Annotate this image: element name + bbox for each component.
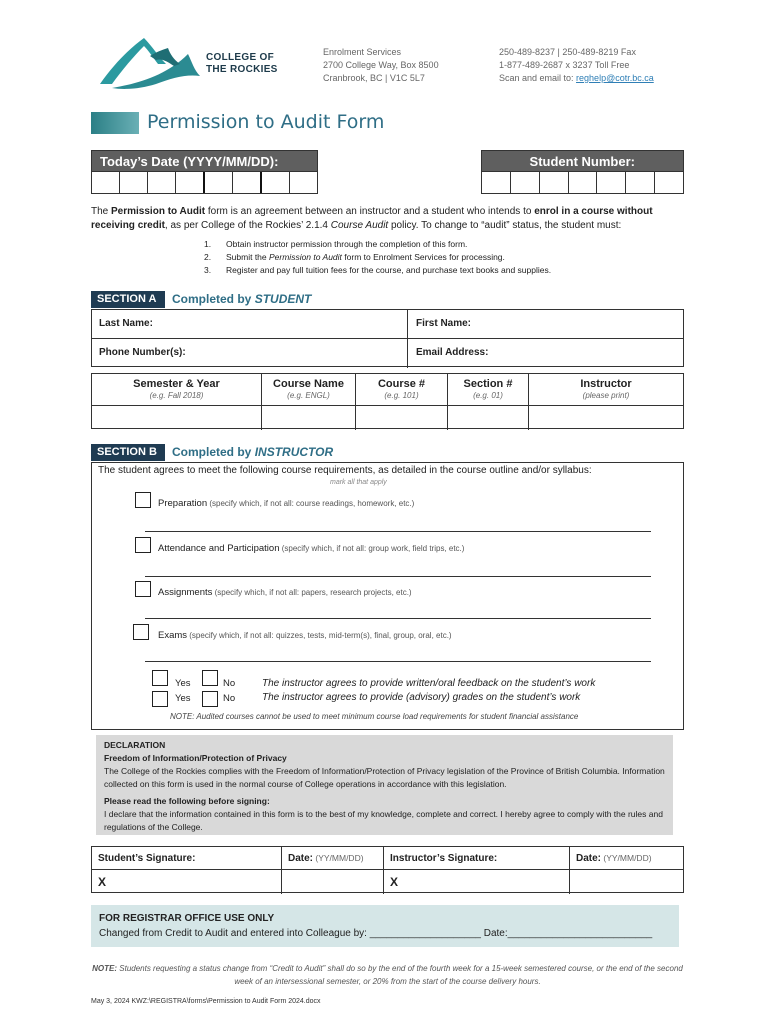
document-footer: May 3, 2024 KWZ:\REGISTRA\forms\Permission to Audit Form 2024.docx [91,998,321,1005]
yes-label: Yes [175,693,191,704]
req-hint: (specify which, if not all: papers, research projects, etc.) [212,588,412,597]
step-text: form to Enrolment Services for processing. [341,252,505,262]
student-number-cells[interactable] [481,172,684,194]
declaration-text: I declare that the information contained in this form is to the best of my knowledge, complete and correct. I hereby agree to comply with the rules and regulations of the College. [104,809,663,832]
req-name: Preparation [158,498,208,509]
feedback-yes-checkbox[interactable] [152,670,168,686]
date-cell[interactable] [176,172,205,193]
registrar-line[interactable]: Changed from Credit to Audit and entered into Colleague by: ____________________ Date:__________________________ [99,928,653,939]
step-text-italic: Permission to Audit [269,252,342,262]
assignments-line[interactable] [145,618,651,619]
date-cell[interactable] [92,172,120,193]
student-signature-label: Student’s Signature: [98,853,196,864]
date-label [288,853,364,864]
student-number-cell[interactable] [511,172,540,193]
scan-label: Scan and email to: [499,73,577,83]
date-text: Date: [288,853,314,864]
instructor-column[interactable] [529,374,683,430]
date-cell[interactable] [148,172,176,193]
status-change-note [91,962,684,988]
exams-label [158,630,452,641]
logo-line-1: COLLEGE OF [206,52,274,63]
date-text: Date: [576,853,602,864]
signature-table [91,846,684,893]
registrar-box [91,905,679,947]
intro-paragraph [91,205,691,233]
date-label [576,853,652,864]
todays-date-header: Today’s Date (YYYY/MM/DD): [91,150,318,172]
form-title: Permission to Audit Form [147,111,385,133]
address-line: Cranbrook, BC | V1C 5L7 [323,73,425,83]
college-logo [96,34,296,92]
declaration-heading: DECLARATION [104,740,166,750]
mark-all-hint: mark all that apply [330,479,387,486]
course-name-column[interactable] [262,374,356,430]
column-header: Instructor [580,378,632,390]
exams-line[interactable] [145,661,651,662]
date-format: (YY/MM/DD) [601,853,652,863]
column-hint: (e.g. 101) [384,391,419,400]
yes-label: Yes [175,678,191,689]
step-number: 3. [204,265,212,275]
feedback-statement: The instructor agrees to provide written/oral feedback on the student’s work [262,678,596,689]
preparation-line[interactable] [145,531,651,532]
intro-text: policy. To change to “audit” status, the student must: [388,220,622,231]
column-hint: (e.g. 01) [473,391,503,400]
steps-list [204,238,551,277]
address-block [323,46,439,85]
student-date-field[interactable] [282,847,384,894]
attendance-checkbox[interactable] [135,537,151,553]
section-number-column[interactable] [448,374,529,430]
logo-line-2: THE ROCKIES [206,64,278,75]
section-a-title [172,292,311,306]
req-hint: (specify which, if not all: course readings, homework, etc.) [207,499,415,508]
address-line: 2700 College Way, Box 8500 [323,60,439,70]
column-hint: (please print) [582,391,630,400]
instructor-date-field[interactable] [570,847,683,894]
grades-statement: The instructor agrees to provide (advisory) grades on the student’s work [262,692,581,703]
divider [407,310,408,368]
email-field[interactable]: Email Address: [416,347,489,358]
section-title-italic: STUDENT [254,292,312,306]
student-number-header: Student Number: [481,150,684,172]
phone-field[interactable]: Phone Number(s): [99,347,186,358]
step-item [204,238,551,251]
mountain-logo-icon [96,34,206,92]
signing-heading: Please read the following before signing: [104,796,270,806]
registrar-heading: FOR REGISTRAR OFFICE USE ONLY [99,913,275,924]
column-header: Semester & Year [133,378,220,390]
preparation-checkbox[interactable] [135,492,151,508]
step-number: 1. [204,239,212,249]
column-header: Section # [463,378,513,390]
course-number-column[interactable] [356,374,448,430]
course-table [91,373,684,429]
attendance-line[interactable] [145,576,651,577]
student-number-cell[interactable] [569,172,598,193]
title-accent-bar [91,112,139,134]
date-cell[interactable] [290,172,317,193]
column-header: Course # [377,378,426,390]
student-number-cell[interactable] [655,172,683,193]
section-b-label: SECTION B [91,444,165,461]
tollfree-line: 1-877-489-2687 x 3237 Toll Free [499,60,630,70]
req-hint: (specify which, if not all: quizzes, tests, mid-term(s), final, group, oral, etc.) [187,631,452,640]
privacy-heading: Freedom of Information/Protection of Privacy [104,753,287,763]
date-cell[interactable] [233,172,262,193]
student-number-cell[interactable] [482,172,511,193]
logo-text [206,52,278,76]
student-info-box [91,309,684,367]
column-header: Course Name [273,378,344,390]
address-line: Enrolment Services [323,47,402,57]
date-format: (YY/MM/DD) [313,853,364,863]
instructor-signature-label: Instructor’s Signature: [390,853,498,864]
last-name-field[interactable]: Last Name: [99,318,153,329]
contact-block [499,46,654,85]
privacy-text: The College of the Rockies complies with the Freedom of Information/Protection of Privacy legislation of the Province of British Columbia. Information collected on this form is used in the normal course of College operations in accordance with this legislation. [104,766,665,789]
assignments-label [158,587,412,598]
assignments-checkbox[interactable] [135,581,151,597]
grades-yes-checkbox[interactable] [152,691,168,707]
req-name: Attendance and Participation [158,543,280,554]
req-name: Assignments [158,587,213,598]
step-number: 2. [204,252,212,262]
contact-row [92,339,683,368]
first-name-field[interactable]: First Name: [416,318,472,329]
date-cell[interactable] [262,172,290,193]
step-item [204,251,551,264]
student-number-cell[interactable] [540,172,569,193]
column-hint: (e.g. Fall 2018) [149,391,204,400]
attendance-label [158,543,464,554]
name-row [92,310,683,339]
section-b-title [172,445,333,459]
feedback-no-checkbox[interactable] [202,670,218,686]
email-link[interactable]: reghelp@cotr.bc.ca [576,73,654,83]
step-item [204,264,551,277]
student-signature-field[interactable] [92,847,282,894]
step-text: Obtain instructor permission through the completion of this form. [226,239,468,249]
financial-assistance-note: NOTE: Audited courses cannot be used to meet minimum course load requirements for student financial assistance [170,712,579,721]
note-label: NOTE: [92,964,118,973]
date-cell[interactable] [205,172,233,193]
date-cell[interactable] [120,172,148,193]
intro-bold: enrol in a course without receiving credit [91,206,653,231]
intro-text: form is an agreement between an instructor and a student who intends to [205,206,535,217]
intro-text: The [91,206,112,217]
intro-italic: Course Audit [330,220,389,231]
preparation-label [158,498,414,509]
grades-no-checkbox[interactable] [202,691,218,707]
exams-checkbox[interactable] [133,624,149,640]
no-label: No [223,693,236,704]
section-title-italic: INSTRUCTOR [254,445,334,459]
no-label: No [223,678,236,689]
req-hint: (specify which, if not all: group work, field trips, etc.) [279,544,465,553]
scan-line [499,72,654,85]
todays-date-cells[interactable] [91,172,318,194]
semester-year-column[interactable] [92,374,262,430]
note-text: Students requesting a status change from “Credit to Audit” shall do so by the end of the fourth week for a 15-week semestered course, or the end of the second week of an intersessional semester, or 20% from the start of the course delivery hours. [117,964,683,986]
section-title-text: Completed by [172,292,255,306]
section-a-label: SECTION A [91,291,165,308]
instructor-signature-field[interactable] [384,847,570,894]
signature-x: X [390,875,399,889]
section-title-text: Completed by [172,445,255,459]
declaration-box [96,735,673,835]
student-number-cell[interactable] [597,172,626,193]
signature-x: X [98,875,107,889]
intro-bold: Permission to Audit [111,206,206,217]
column-hint: (e.g. ENGL) [287,391,330,400]
phone-line: 250-489-8237 | 250-489-8219 Fax [499,47,636,57]
step-text: Register and pay full tuition fees for the course, and purchase text books and supplies. [226,265,552,275]
req-name: Exams [158,630,188,641]
student-number-cell[interactable] [626,172,655,193]
requirements-intro: The student agrees to meet the following course requirements, as detailed in the course outline and/or syllabus: [98,465,592,476]
step-text: Submit the [226,252,269,262]
intro-text: , as per College of the Rockies’ 2.1.4 [164,220,331,231]
